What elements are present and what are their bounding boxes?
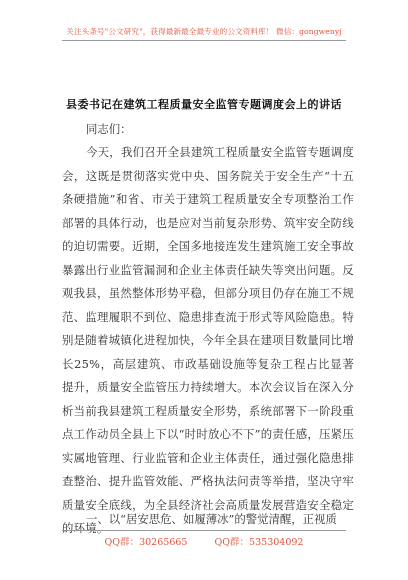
header-divider (62, 40, 346, 41)
header-banner: 关注头条号"公文研究"，获得最新最全最专业的公文资料库！ 微信：gongwenyj (66, 27, 342, 36)
footer-qq-group-1: QQ群：30265665 (104, 537, 188, 548)
salutation: 同志们： (86, 122, 132, 136)
footer-qq-group-2: QQ群：535304092 (214, 537, 304, 548)
section-heading-start: 一、以“居安思危、如履薄冰”的警觉清醒，正视质 (86, 512, 337, 526)
footer-divider (62, 530, 346, 531)
body-paragraph: 今天，我们召开全县建筑工程质量安全监管专题调度会，这既是贯彻落实党中央、国务院关于安全生产“十五条硬措施”和省、市关于建筑工程质量安全专项整治工作部署的具体行动，也是应对当前复杂形势、筑牢安全防线的迫切需要。近期，全国多地接连发生建筑施工安全事故暴露出行业监管漏洞和企业主体责任缺失等突出问题。反观我县，虽然整体形势平稳，但部分项目仍存在施工不规范、监理履职不到位、隐患排查流于形式等风险隐患。特别是随着城镇化进程加快，今年全县在建项目数量同比增长25%，高层建筑、市政基础设施等复杂工程占比显著提升，质量安全监管压力持续增大。本次会议旨在深入分析当前我县建筑工程质量安全形势，系统部署下一阶段重点工作动员全县上下以“时时放心不下”的责任感，压紧压实属地管理、行业监管和企业主体责任，通过强化隐患排查整治、提升监管效能、严格执法问责等举措，坚决守牢质量安全底线，为全县经济社会高质量发展营造安全稳定的环境。 (62, 145, 354, 535)
footer (0, 534, 408, 548)
document-title: 县委书记在建筑工程质量安全监管专题调度会上的讲话 (66, 98, 342, 111)
